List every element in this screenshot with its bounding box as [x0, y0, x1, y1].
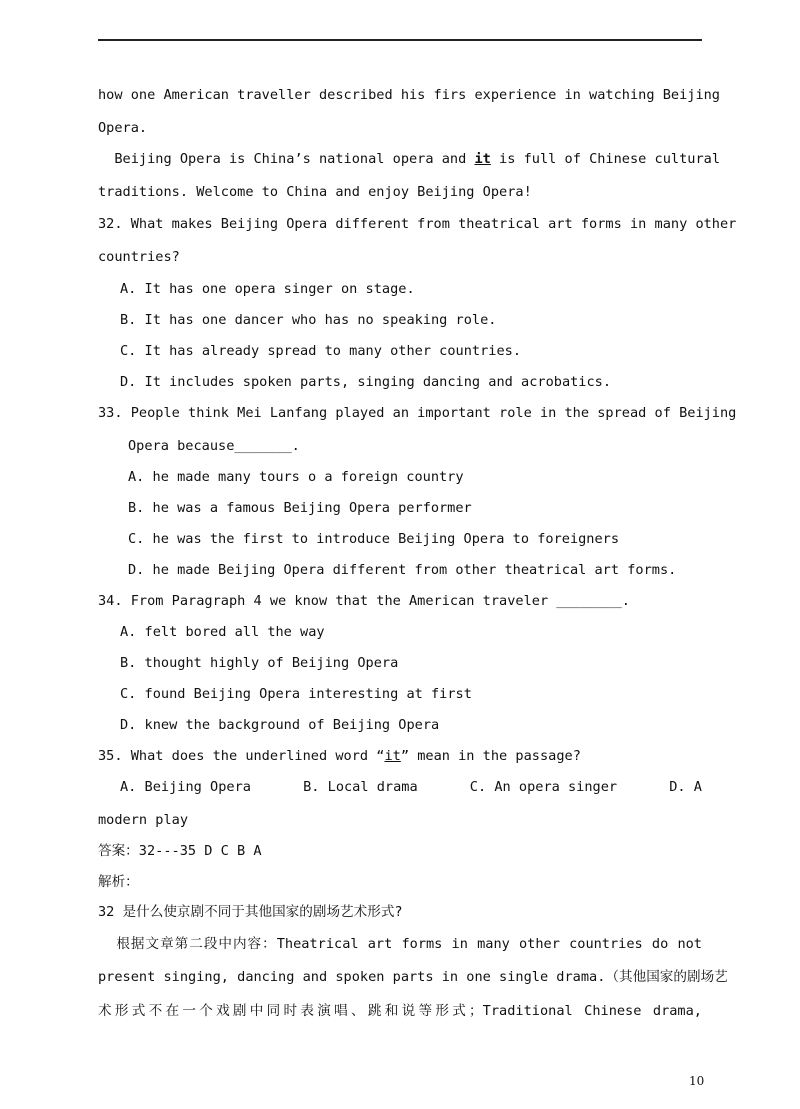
- analysis-question: 32 是什么使京剧不同于其他国家的剧场艺术形式?: [98, 904, 403, 920]
- page-number: 10: [689, 1074, 705, 1088]
- q35-option-d-continued: modern play: [98, 812, 189, 828]
- q33-stem-line2: Opera because_______.: [128, 438, 300, 454]
- q32-option-d: D. It includes spoken parts, singing dancing and acrobatics.: [120, 374, 612, 390]
- q33-option-b: B. he was a famous Beijing Opera performer: [128, 500, 472, 516]
- q35-options-row: [120, 778, 702, 796]
- q35-option-a: A. Beijing Opera: [120, 779, 251, 795]
- q32-option-c: C. It has already spread to many other countries.: [120, 343, 522, 359]
- para1-line2: Opera.: [98, 120, 148, 136]
- para2-line1: [98, 150, 721, 168]
- q32-option-b: B. It has one dancer who has no speaking role.: [120, 312, 497, 328]
- q35-stem: [98, 747, 702, 765]
- q33-option-a: A. he made many tours o a foreign country: [128, 469, 464, 485]
- q34-stem: 34. From Paragraph 4 we know that the American traveler ________.: [98, 593, 630, 609]
- q35-text-after: ” mean in the passage?: [400, 748, 581, 764]
- header-rule: [98, 39, 702, 41]
- q34-option-a: A. felt bored all the way: [120, 624, 325, 640]
- analysis-body-line1: 根据文章第二段中内容：Theatrical art forms in many other countries do not: [98, 936, 702, 952]
- para2-text-before: Beijing Opera is China’s national opera and: [98, 151, 475, 167]
- q35-option-b: B. Local drama: [303, 779, 418, 795]
- q35-underlined-it: it: [384, 748, 401, 764]
- analysis-body-line3: 术形式不在一个戏剧中同时表演唱、跳和说等形式；Traditional Chinese drama,: [98, 1003, 702, 1019]
- para2-line2: traditions. Welcome to China and enjoy Beijing Opera!: [98, 184, 532, 200]
- q32-option-a: A. It has one opera singer on stage.: [120, 281, 415, 297]
- q35-option-c: C. An opera singer: [469, 779, 618, 795]
- q33-option-c: C. he was the first to introduce Beijing Opera to foreigners: [128, 531, 620, 547]
- q34-option-b: B. thought highly of Beijing Opera: [120, 655, 399, 671]
- q35-text-before: 35. What does the underlined word “: [98, 748, 385, 764]
- para2-text-after: is full of Chinese cultural: [490, 151, 721, 167]
- q35-option-d: D. A: [669, 779, 702, 795]
- q34-option-d: D. knew the background of Beijing Opera: [120, 717, 440, 733]
- q33-option-d: D. he made Beijing Opera different from other theatrical art forms.: [128, 562, 677, 578]
- analysis-body-line2: present singing, dancing and spoken parts in one single drama.（其他国家的剧场艺: [98, 969, 728, 985]
- q32-stem-line1: 32. What makes Beijing Opera different from theatrical art forms in many other: [98, 216, 737, 232]
- para1-line1: how one American traveller described his firs experience in watching Beijing: [98, 87, 720, 103]
- q33-stem-line1: 33. People think Mei Lanfang played an important role in the spread of Beijing: [98, 405, 737, 421]
- analysis-label: 解析：: [98, 874, 139, 890]
- answer-line: 答案：32---35 D C B A: [98, 843, 262, 859]
- underlined-word-it: it: [474, 151, 491, 167]
- q32-stem-line2: countries?: [98, 249, 180, 265]
- q34-option-c: C. found Beijing Opera interesting at first: [120, 686, 472, 702]
